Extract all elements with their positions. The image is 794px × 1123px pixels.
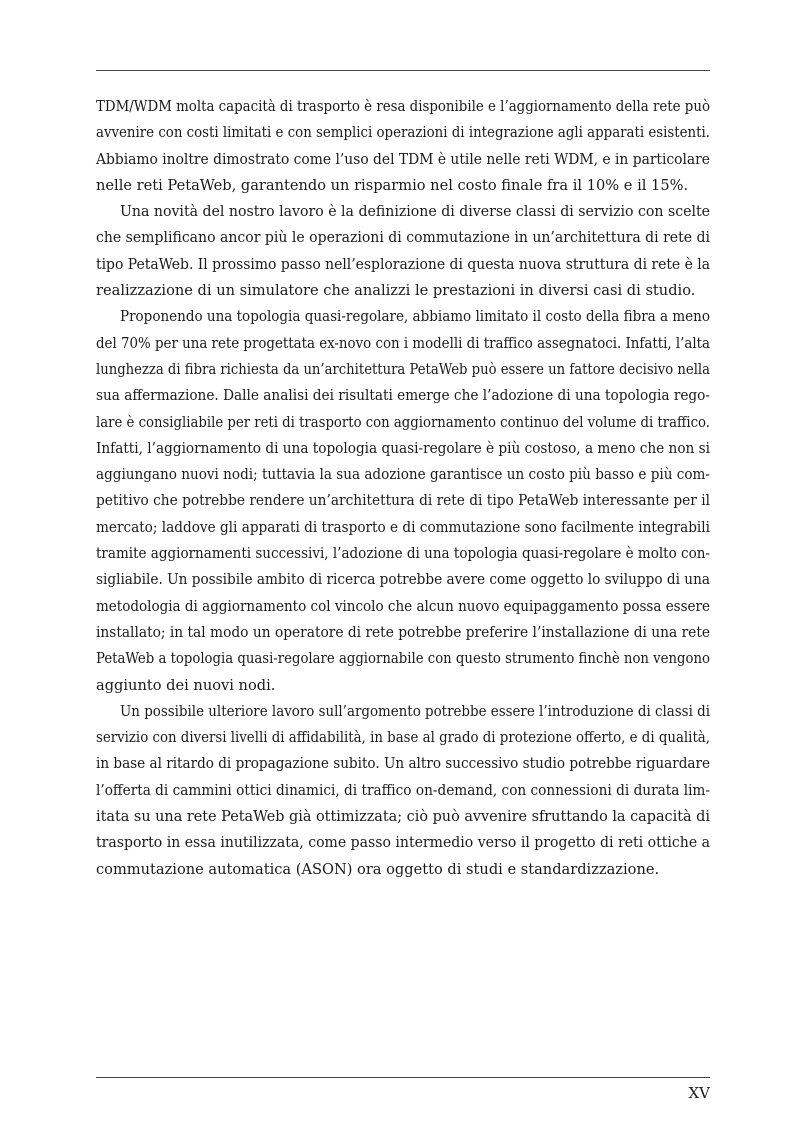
text-line-content: tipo PetaWeb. Il prossimo passo nell’esplorazione di questa nuova struttura di rete è la — [96, 255, 710, 273]
paragraph — [96, 304, 710, 698]
text-line — [96, 620, 710, 646]
text-line-content: itata su una rete PetaWeb già ottimizzata; ciò può avvenire sfruttando la capacità di — [96, 808, 710, 826]
text-line — [96, 436, 710, 462]
text-line-content: lare è consigliabile per reti di trasporto con aggiornamento continuo del volume di traffico. — [96, 413, 710, 431]
text-line — [96, 120, 710, 146]
text-line-content: Una novità del nostro lavoro è la definizione di diverse classi di servizio con scelte — [120, 203, 710, 221]
text-line — [96, 725, 710, 751]
text-line — [96, 699, 710, 725]
text-line-content: trasporto in essa inutilizzata, come passo intermedio verso il progetto di reti ottiche a — [96, 834, 710, 852]
text-line — [96, 278, 710, 304]
text-line — [96, 751, 710, 777]
text-line — [96, 410, 710, 436]
text-line — [96, 673, 710, 699]
text-line-content: TDM/WDM molta capacità di trasporto è resa disponibile e l’aggiornamento della rete può — [96, 98, 710, 115]
text-line-content: aggiunto dei nuovi nodi. — [96, 676, 276, 694]
text-line-content: sigliabile. Un possibile ambito di ricerca potrebbe avere come oggetto lo sviluppo di una — [96, 571, 710, 589]
text-line — [96, 804, 710, 830]
text-line — [96, 541, 710, 567]
text-line — [96, 225, 710, 251]
text-line — [96, 357, 710, 383]
text-line — [96, 199, 710, 225]
text-line-content: che semplificano ancor più le operazioni di commutazione in un’architettura di rete di — [96, 229, 710, 247]
footer-rule — [96, 1077, 710, 1078]
text-line-content: Proponendo una topologia quasi-regolare, abbiamo limitato il costo della fibra a meno — [120, 308, 710, 326]
text-line — [96, 331, 710, 357]
text-line-content: nelle reti PetaWeb, garantendo un risparmio nel costo finale fra il 10% e il 15%. — [96, 176, 689, 194]
page-body — [96, 94, 710, 883]
text-line-content: avvenire con costi limitati e con semplici operazioni di integrazione agli apparati esistenti. — [96, 124, 710, 142]
text-line-content: metodologia di aggiornamento col vincolo che alcun nuovo equipaggamento possa essere — [96, 597, 710, 615]
text-line — [96, 383, 710, 409]
text-line-content: PetaWeb a topologia quasi-regolare aggiornabile con questo strumento finchè non vengono — [96, 650, 710, 668]
text-line-content: in base al ritardo di propagazione subito. Un altro successivo studio potrebbe riguardare — [96, 755, 710, 773]
header-rule — [96, 70, 710, 71]
text-line-content: realizzazione di un simulatore che analizzi le prestazioni in diversi casi di studio. — [96, 282, 696, 300]
text-line-content: tramite aggiornamenti successivi, l’adozione di una topologia quasi-regolare è molto con- — [96, 545, 710, 563]
text-line-content: sua affermazione. Dalle analisi dei risultati emerge che l’adozione di una topologia rego- — [96, 387, 710, 405]
text-line — [96, 147, 710, 173]
text-line-content: servizio con diversi livelli di affidabilità, in base al grado di protezione offerto, e di qualità, — [96, 729, 710, 747]
paragraph — [96, 199, 710, 304]
text-line — [96, 304, 710, 330]
text-line-content: commutazione automatica (ASON) ora oggetto di studi e standardizzazione. — [96, 860, 660, 878]
text-line — [96, 646, 710, 672]
text-line-content: lunghezza di fibra richiesta da un’architettura PetaWeb può essere un fattore decisivo nella — [96, 360, 710, 378]
text-line — [96, 252, 710, 278]
text-line — [96, 462, 710, 488]
text-line — [96, 173, 710, 199]
text-line — [96, 567, 710, 593]
text-line-content: mercato; laddove gli apparati di trasporto e di commutazione sono facilmente integrabili — [96, 518, 710, 536]
text-line-content: l’offerta di cammini ottici dinamici, di traffico on-demand, con connessioni di durata lim- — [96, 781, 710, 799]
text-line — [96, 830, 710, 856]
text-line — [96, 515, 710, 541]
text-line-content: aggiungano nuovi nodi; tuttavia la sua adozione garantisce un costo più basso e più com- — [96, 466, 710, 484]
text-line-content: petitivo che potrebbe rendere un’architettura di rete di tipo PetaWeb interessante per il — [96, 492, 710, 510]
page-number: XV — [688, 1084, 710, 1102]
text-line — [96, 594, 710, 620]
paragraph — [96, 94, 710, 199]
text-line — [96, 94, 710, 120]
text-line — [96, 857, 710, 883]
text-line-content: Infatti, l’aggiornamento di una topologia quasi-regolare è più costoso, a meno che non si — [96, 439, 710, 457]
text-line — [96, 778, 710, 804]
paragraph — [96, 699, 710, 883]
text-line-content: installato; in tal modo un operatore di rete potrebbe preferire l’installazione di una rete — [96, 623, 710, 641]
text-line — [96, 488, 710, 514]
text-line-content: Abbiamo inoltre dimostrato come l’uso del TDM è utile nelle reti WDM, e in particolare — [96, 150, 710, 168]
text-line-content: del 70% per una rete progettata ex-novo con i modelli di traffico assegnatoci. Infatti, l’alta — [96, 334, 710, 352]
text-line-content: Un possibile ulteriore lavoro sull’argomento potrebbe essere l’introduzione di classi di — [120, 702, 710, 720]
